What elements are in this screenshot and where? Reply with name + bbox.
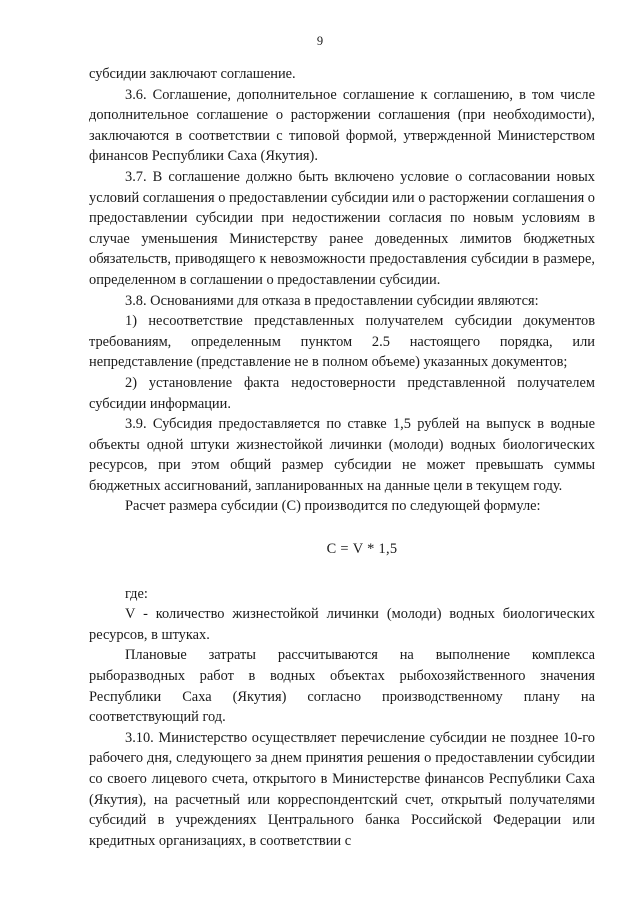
formula: С = V * 1,5 xyxy=(326,541,398,558)
paragraph-continuation: субсидии заключают соглашение. xyxy=(89,66,296,82)
where-label: где: xyxy=(125,585,148,602)
paragraph-3-9: 3.9. Субсидия предоставляется по ставке 1,5 рублей на выпуск в водные объекты одной штуки жизнестойкой личинки (молоди) водных биологических ресурсов, при этом общий размер субсидии не может превышать суммы бюджетных ассигнований, запланированных на данные цели в текущем году. xyxy=(89,416,595,494)
list-item-2: 2) установление факта недостоверности представленной получателем субсидии информации. xyxy=(89,374,595,412)
list-item-1: 1) несоответствие представленных получателем субсидии документов требованиям, определенным пунктом 2.5 настоящего порядка, или непредставление (представление не в полном объеме) указанных документов; xyxy=(89,313,595,371)
planned-costs-paragraph: Плановые затраты рассчитываются на выполнение комплекса рыборазводных работ в водных объектах рыбохозяйственного значения Республики Саха (Якутия) согласно производственному плану на соответствующий год. xyxy=(89,647,595,726)
variable-definition: V - количество жизнестойкой личинки (молоди) водных биологических ресурсов, в штуках. xyxy=(89,606,595,643)
document-body xyxy=(89,64,595,851)
paragraph-3-8: 3.8. Основаниями для отказа в предоставлении субсидии являются: xyxy=(125,292,539,309)
paragraph-3-7: 3.7. В соглашение должно быть включено условие о согласовании новых условий соглашения о предоставлении субсидии или о расторжении соглашения о предоставлении субсидии при недостижении согласия по новым условиям в случае уменьшения Министерству ранее доведенных лимитов бюджетных обязательств, приводящего к невозможности предоставления субсидии в размере, определенном в соглашении о предоставлении субсидии. xyxy=(89,168,595,288)
paragraph-3-6: 3.6. Соглашение, дополнительное соглашение к соглашению, в том числе дополнительное соглашение о расторжении соглашения (при необходимости), заключаются в соответствии с типовой формой, утвержденной Министерством финансов Республики Саха (Якутия). xyxy=(89,86,595,165)
paragraph-3-10: 3.10. Министерство осуществляет перечисление субсидии не позднее 10-го рабочего дня, следующего за днем принятия решения о предоставлении субсидии со своего лицевого счета, открытого в Министерстве финансов Республики Саха (Якутия), на расчетный или корреспондентский счет, открытый получателями субсидий в учреждениях Центрального банка Российской Федерации или кредитных организациях, в соответствии с xyxy=(89,729,595,849)
page-number: 9 xyxy=(316,34,324,48)
formula-intro: Расчет размера субсидии (С) производится по следующей формуле: xyxy=(125,498,541,515)
